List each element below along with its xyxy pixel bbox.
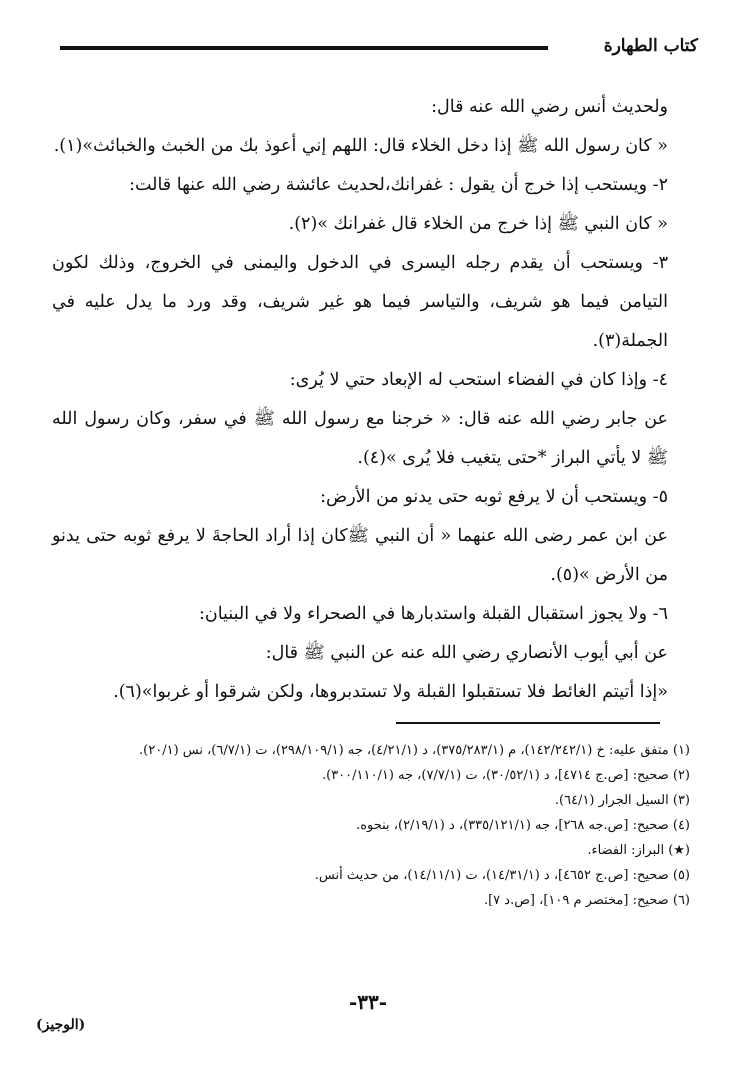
hadith-quote: «إذا أتيتم الغائط فلا تستقبلوا القبلة ولا تستدبروها، ولكن شرقوا أو غربوا»(٦). (113, 682, 668, 702)
paragraph: ٤- وإذا كان في الفضاء استحب له الإبعاد حتي لا يُرى: (289, 370, 668, 390)
paragraph: ٣- ويستحب أن يقدم رجله اليسرى في الدخول واليمنى في الخروج، وذلك لكون التيامن فيما هو شريف، والتياسر فيما هو غير شريف، وقد ورد ما يدل عليه في الجملة(٣). (52, 253, 668, 351)
hadith-quote: عن ابن عمر رضى الله عنهما « أن النبي ﷺكان إذا أراد الحاجةَ لا يرفع ثوبه حتى يدنو من الأرض »(٥). (52, 526, 668, 585)
hadith-quote: عن جابر رضي الله عنه قال: « خرجنا مع رسول الله ﷺ في سفر، وكان رسول الله ﷺ لا يأتي البراز *حتى يتغيب فلا يُرى »(٤). (52, 409, 668, 468)
paragraph: ٥- ويستحب أن لا يرفع ثوبه حتى يدنو من الأرض: (320, 487, 668, 507)
footnote: (٥) صحيح: [ص.ج ٤٦٥٢]، د (١٤/٣١/١)، ت (١٤/١١/١)، من حديث أنس. (314, 868, 690, 883)
footnote: (١) متفق عليه: خ (١٤٢/٢٤٢/١)، م (٣٧٥/٢٨٣/١)، د (٤/٢١/١)، جه (٢٩٨/١٠٩/١)، ت (٦/٧/١)، نس (٢٠/١). (139, 743, 690, 758)
hadith-quote: « كان النبي ﷺ إذا خرج من الخلاء قال غفرانك »(٢). (288, 214, 668, 234)
paragraph: عن أبي أيوب الأنصاري رضي الله عنه عن النبي ﷺ قال: (265, 643, 668, 663)
paragraph: ولحديث أنس رضي الله عنه قال: (431, 97, 668, 117)
footnote: (★) البراز: الفضاء. (587, 843, 690, 858)
footnote: (٢) صحيح: [ص.ج ٤٧١٤]، د (٣٠/٥٢/١)، ت (٧/٧/١)، جه (٣٠٠/١١٠/١). (321, 768, 690, 783)
page-number: -٣٣- (348, 990, 388, 1014)
footnotes (48, 738, 690, 913)
main-text (52, 88, 694, 712)
paragraph: ٢- ويستحب إذا خرج أن يقول : غفرانك،لحديث عائشة رضي الله عنها قالت: (129, 175, 668, 195)
hadith-quote: « كان رسول الله ﷺ إذا دخل الخلاء قال: اللهم إني أعوذ بك من الخبث والخبائث»(١). (53, 136, 668, 156)
footnote: (٣) السيل الجرار (٦٤/١). (554, 793, 690, 808)
paragraph: ٦- ولا يجوز استقبال القبلة واستدبارها في الصحراء ولا في البنيان: (198, 604, 668, 624)
running-header (60, 36, 698, 62)
chapter-title: كتاب الطهارة (603, 36, 698, 56)
footnote: (٤) صحيح: [ص.جه ٢٦٨]، جه (٣٣٥/١٢١/١)، د (٢/١٩/١)، بنحوه. (356, 818, 690, 833)
footnote: (٦) صحيح: [مختصر م ١٠٩]، [ص.د ٧]. (483, 893, 690, 908)
footer-label: (الوجيز) (36, 1017, 86, 1033)
footnote-separator (396, 722, 660, 724)
header-rule (60, 46, 548, 50)
